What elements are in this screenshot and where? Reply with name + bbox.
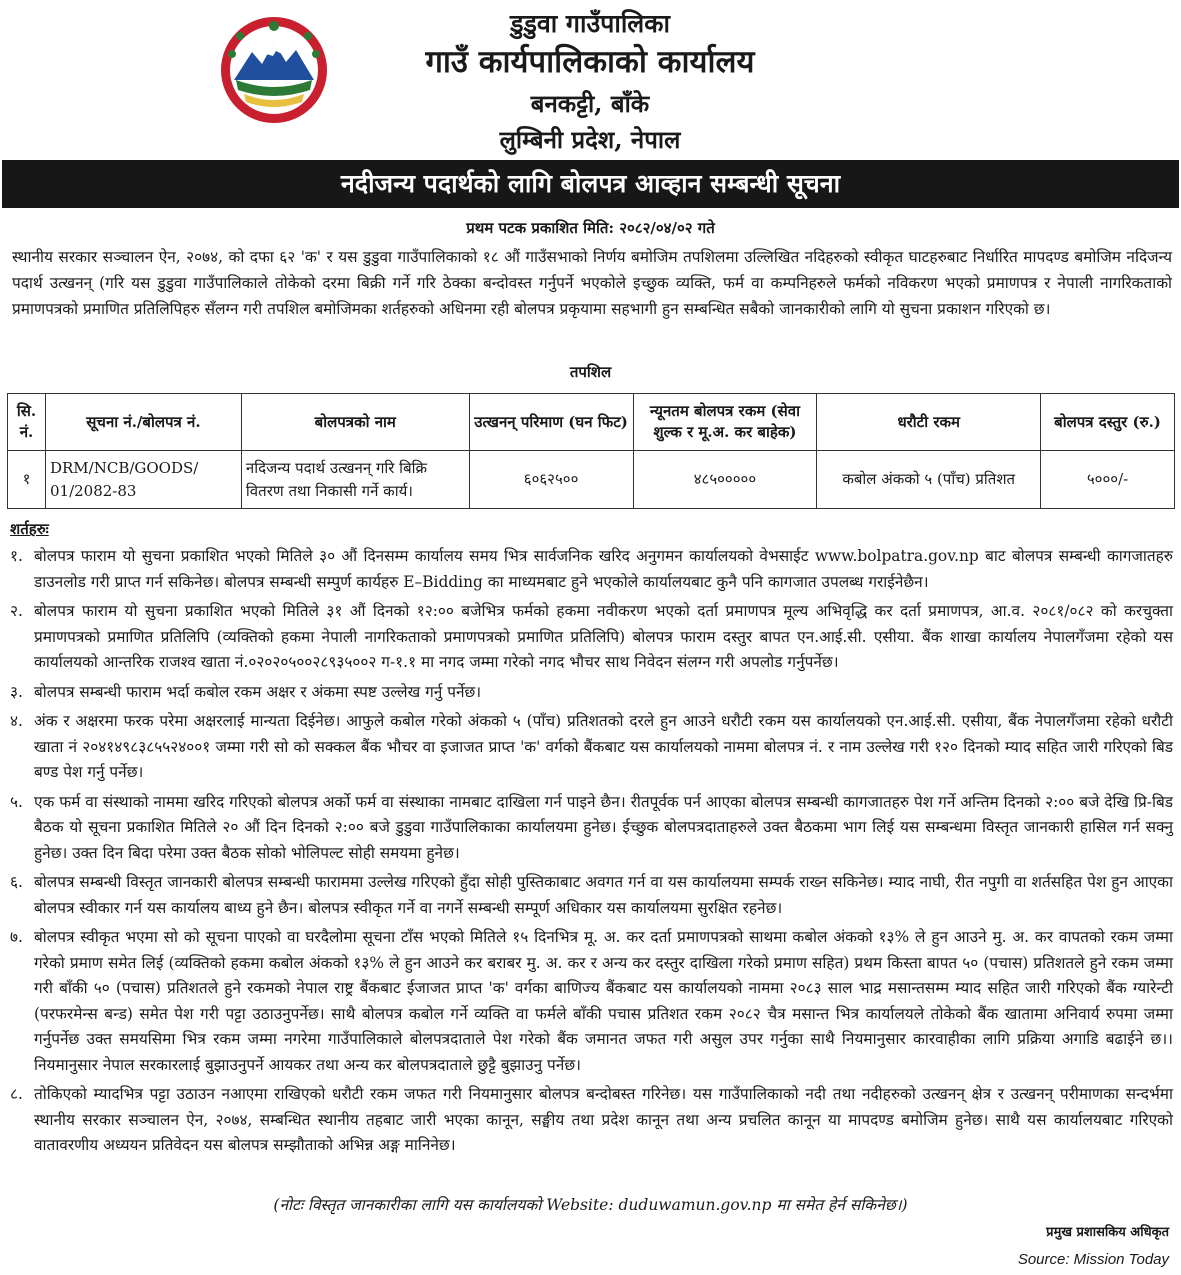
signature-title: प्रमुख प्रशासकिय अधिकृत [1046,1225,1169,1240]
condition-text: अंक र अक्षरमा फरक परेमा अक्षरलाई मान्यता दिईनेछ। आफुले कबोल गरेको अंकको ५ (पाँच) प्रतिशतको दरले हुन आउने धरौटी रकम यस कार्यालयको एन.आई.सी. एसीया, बैंक नेपालगँजमा रहेको धरौटी खाता नं २०४१४९८३८५५२४००१ जम्मा गरी सो को सक्कल बैंक भौचर वा इजाजत प्राप्त 'क' वर्गको बैंकबाट यस कार्यालयको नाममा बोलपत्र नं. र नाम उल्लेख गरी १२० दिनको म्याद सहित जारी गरिएको बिड बण्ड पेश गर्नु पर्नेछ। [34,712,1173,781]
header-bid-name: बोलपत्रको नाम [241,394,469,451]
header-notice-no: सूचना नं./बोलपत्र नं. [45,394,241,451]
condition-text: बोलपत्र सम्बन्धी विस्तृत जानकारी बोलपत्र सम्बन्धी फाराममा उल्लेख गरिएको हुँदा सोही पुस्तिकाबाट अवगत गर्न वा यस कार्यालयमा सम्पर्क राख्न सकिनेछ। म्याद नाघी, रीत नपुगी वा शर्तसहित पेश हुन आएका बोलपत्र स्वीकार गर्न यस कार्यालय बाध्य हुने छैन। बोलपत्र स्वीकृत गर्ने वा नगर्ने सम्बन्धी सम्पूर्ण अधिकार यस कार्यालयमा सुरक्षित रहनेछ। [34,873,1173,917]
condition-number: १. [10,547,23,565]
condition-number: ७. [10,928,23,946]
condition-item [10,1082,1173,1159]
cell-bid-name: नदिजन्य पदार्थ उत्खनन् गरि बिक्रि वितरण तथा निकासी गर्ने कार्य। [241,451,469,509]
cell-sn: १ [8,451,46,509]
condition-item [10,544,1173,595]
condition-item [10,599,1173,676]
cell-notice-no: DRM/NCB/GOODS/ 01/2082-83 [45,451,241,509]
office-heading [330,6,850,154]
condition-item [10,790,1173,867]
header-quantity: उत्खनन् परिमाण (घन फिट) [469,394,633,451]
province-name: लुम्बिनी प्रदेश, नेपाल [499,124,681,154]
condition-item [10,925,1173,1078]
cell-fee: ५०००/- [1041,451,1175,509]
condition-text: एक फर्म वा संस्थाको नाममा खरिद गरिएको बोलपत्र अर्को फर्म वा संस्थाका नामबाट दाखिला गर्न पाइने छैन। रीतपूर्वक पर्न आएका बोलपत्र सम्बन्धी कागजातहरु पेश गर्ने अन्तिम दिनको २:०० बजे देखि प्रि-बिड बैठक यो सूचना प्रकाशित मितिले २० औं दिन दिनको २:०० बजे डुडुवा गाउँपालिकाका कार्यालयमा हुनेछ। ईच्छुक बोलपत्रदाताहरुले उक्त बैठकमा भाग लिई यस सम्बन्धमा विस्तृत जानकारी हासिल गर्न सक्नु हुनेछ। उक्त दिन बिदा परेमा उक्त बैठक सोको भोलिपल्ट सोही समयमा हुनेछ। [34,792,1173,862]
condition-number: ३. [10,682,23,701]
publish-date: प्रथम पटक प्रकाशित मिति: २०८२/०४/०२ गते [466,219,715,237]
table-row [8,451,1175,509]
header-min-amount: न्यूनतम बोलपत्र रकम (सेवा शुल्क र मू.अ. कर बाहेक) [633,394,817,451]
website-note: (नोटः विस्तृत जानकारीका लागि यस कार्यालयको Website: duduwamun.gov.np मा समेत हेर्न सकिनेछ।) [273,1196,908,1214]
condition-number: ४. [10,712,23,730]
condition-item [10,680,1173,706]
condition-text: बोलपत्र फाराम यो सुचना प्रकाशित भएको मितिले ३० औं दिनसम्म कार्यालय समय भित्र सार्वजनिक खरिद अनुगमन कार्यालयको वेभसाईट www.bolpatra.gov.np बाट बोलपत्र सम्बन्धी कागजातहरु डाउनलोड गरी प्राप्त गर्न सकिनेछ। बोलपत्र सम्बन्धी सम्पुर्ण कार्यहरु E–Bidding का माध्यमबाट हुने भएकोले कार्यालयबाट कुनै पनि कागजात उपलब्ध गराईनेछैन। [34,547,1173,591]
cell-deposit: कबोल अंकको ५ (पाँच) प्रतिशत [817,451,1041,509]
condition-number: ८. [10,1085,23,1103]
header-sn: सि. नं. [8,394,46,451]
office-name: गाउँ कार्यपालिकाको कार्यालय [425,43,755,80]
intro-paragraph: स्थानीय सरकार सञ्चालन ऐन, २०७४, को दफा ६२ 'क' र यस डुडुवा गाउँपालिकाको १८ औं गाउँसभाको निर्णय बमोजिम तपशिलमा उल्लिखित नदिहरुको स्वीकृत घाटहरुबाट निर्धारित मापदण्ड बमोजिम नदिजन्य पदार्थ उत्खनन् (गरि यस डुडुवा गाउँपालिकाले तोकेको दरमा बिक्री गर्ने गरि ठेक्का बन्दोवस्त गर्नुपर्ने भएकोले इच्छुक व्यक्ति, फर्म वा कम्पनिहरुले फर्मको नविकरण भएको प्रमाणपत्र र नेपाली नागरिकताको प्रमाणपत्रको प्रमाणित प्रतिलिपिहरु सँलग्न गरी तपशिल बमोजिमका शर्तहरुको अधिनमा रही बोलपत्र प्रकृयामा सहभागी हुन सम्बन्धित सबैको जानकारीको लागि यो सुचना प्रकाशन गरिएको छ। [12,248,1172,318]
condition-item [10,709,1173,786]
notice-title: नदीजन्य पदार्थको लागि बोलपत्र आव्हान सम्बन्धी सूचना [2,160,1179,208]
condition-number: ६. [10,873,23,891]
table-header-row [8,394,1175,451]
source-credit: Source: Mission Today [1017,1251,1169,1268]
header-deposit: धरौटी रकम [817,394,1041,451]
condition-item [10,870,1173,921]
condition-text: बोलपत्र स्वीकृत भएमा सो को सूचना पाएको वा घरदैलोमा सूचना टाँस भएको मितिले १५ दिनभित्र मू. अ. कर दर्ता प्रमाणपत्रको साथमा कबोल अंकको १३% ले हुन आउने मु. अ. कर वापतको रकम जम्मा गरेको प्रमाण समेत लिई (व्यक्तिको हकमा कबोल अंकको १३% ले हुन आउने कर बराबर मु. अ. कर र अन्य कर दस्तुर दाखिला गरेको प्रमाण सहित) प्रथम किस्ता बापत ५० (पचास) प्रतिशतले हुने रकम जम्मा गरी बाँकी ५० (पचास) प्रतिशतले हुने रकमको नेपाल राष्ट्र बैंकबाट ईजाजत प्राप्त 'क' वर्गका बाणिज्य बैंकबाट यस कार्यालयको नाममा २०८३ साल भाद्र मसान्तसम्म म्याद सहित जारी गरिएको बैंक ग्यारेन्टी (परफरमेन्स बन्ड) समेत पेश गरी पट्टा उठाउनुपर्नेछ। साथै बोलपत्र कबोल गर्ने व्यक्ति वा फर्मले बाँकी पचास प्रतिशत रकम २०८२ चैत्र मसान्त भित्र कार्यालयले तोकेको बैंक खातामा अनिवार्य रुपमा जम्मा गर्नुपर्नेछ उक्त समयसिमा भित्र रकम जम्मा नगरेमा गाउँपालिकाले बोलपत्रदाताले पेश गरेको बैंक जमानत जफत गरी असुल उपर गर्नुका साथै नियमानुसार कारवाहीका लागि प्रक्रिया अगाडि बढाईने छ।। नियमानुसार नेपाल सरकारलाई बुझाउनुपर्ने आयकर तथा अन्य कर बोलपत्रदाताले छुट्टै बुझाउनु पर्नेछ। [34,928,1173,1074]
municipality-name: डुडुवा गाउँपालिका [510,9,670,38]
cell-min-amount: ४८५००००० [633,451,817,509]
header-fee: बोलपत्र दस्तुर (रु.) [1041,394,1175,451]
bid-details-table [7,393,1175,509]
cell-quantity: ६०६२५०० [469,451,633,509]
conditions-list [10,544,1173,1163]
nepal-emblem-icon [218,14,330,126]
condition-number: २. [10,602,23,620]
notice-header [0,0,1181,160]
condition-text: बोलपत्र फाराम यो सुचना प्रकाशित भएको मितिले ३१ औं दिनको १२:०० बजेभित्र फर्मको हकमा नवीकरण भएको दर्ता प्रमाणपत्र मूल्य अभिवृद्धि कर दर्ता प्रमाणपत्र, आ.व. २०८१/०८२ को करचुक्ता प्रमाणपत्रको प्रमाणित प्रतिलिपि (व्यक्तिको हकमा नेपाली नागरिकताको प्रमाणपत्रको प्रमाणित प्रतिलिपि) बोलपत्र फाराम दस्तुर बापत एन.आई.सी. एसीया. बैंक शाखा कार्यालय नेपालगँजमा रहेको यस कार्यालयको आन्तरिक राजश्व खाता नं.०२०२०५००२८९३५००२ ग-१.१ मा नगद जम्मा गरेको नगद भौचर साथ निवेदन संलग्न गरी अपलोड गर्नुपर्नेछ। [34,602,1173,671]
condition-number: ५. [10,792,23,811]
office-location: बनकट्टी, बाँके [530,89,650,119]
condition-text: तोकिएको म्यादभित्र पट्टा उठाउन नआएमा राखिएको धरौटी रकम जफत गरी नियमानुसार बोलपत्र बन्दोबस्त गरिनेछ। यस गाउँपालिकाको नदी तथा नदीहरुको उत्खनन् क्षेत्र र उत्खनन् परीमाणका सन्दर्भमा स्थानीय सरकार सञ्चालन ऐन, २०७४, सम्बन्धित स्थानीय तहबाट जारी भएका कानून, सङ्घीय तथा प्रदेश कानून तथा अन्य प्रचलित कानून या मापदण्ड बमोजिम हुनेछ। साथै यस कार्यालयबाट गरिएको वातावरणीय अध्ययन प्रतिवेदन यस बोलपत्र सम्झौताको अभिन्न अङ्ग मानिनेछ। [34,1085,1173,1154]
condition-text: बोलपत्र सम्बन्धी फाराम भर्दा कबोल रकम अक्षर र अंकमा स्पष्ट उल्लेख गर्नु पर्नेछ। [34,682,482,701]
table-caption: तपशिल [569,363,612,381]
conditions-heading: शर्तहरुः [10,520,49,538]
